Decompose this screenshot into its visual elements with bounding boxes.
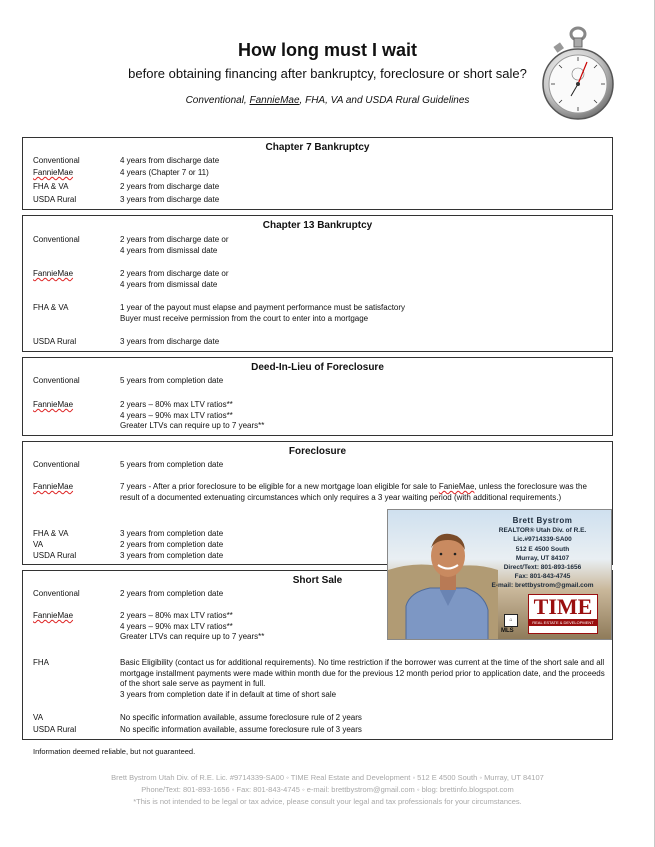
footer-legal-note: *This is not intended to be legal or tax advice, please consult your legal and tax professionals for your circumstances. xyxy=(133,797,522,806)
card-line: Fax: 801-843-4745 xyxy=(514,573,571,580)
guidelines-pre: Conventional, xyxy=(185,95,250,106)
section-title: Short Sale xyxy=(292,575,343,586)
disclaimer-text: Information deemed reliable, but not guaranteed. xyxy=(33,747,196,756)
section-title: Foreclosure xyxy=(288,446,347,457)
card-line: 512 E 4500 South xyxy=(515,546,570,553)
page-title: How long must I wait xyxy=(238,40,417,60)
footer-contact: Phone/Text: 801-893-1656 ◦ Fax: 801-843-4745 ◦ e-mail: brettbystrom@gmail.com ◦ blog: brettinfo.blogspot.com xyxy=(141,785,514,794)
foreclosure-section: Foreclosure Conventional 5 years from completion date FannieMae 7 years - After a prior foreclosure to be eligible for a new mortgage loan eligible for sale to FanieMae, unless the foreclosure was the result of a documented extenuating circumstances which only requires a 3 year waiting period (with additional requirements.) FHA & VA 3 years from completion date VA 2 years from completion date USDA Rural 3 years from completion date xyxy=(22,441,613,565)
card-line: E-mail: brettbystrom@gmail.com xyxy=(491,582,594,589)
card-name: Brett Bystrom xyxy=(512,516,573,525)
chapter13-section: Chapter 13 Bankruptcy Conventional 2 years from discharge date or 4 years from dismissal date FannieMae 2 years from discharge date or 4 years from dismissal date FHA & VA 1 year of the payout must elapse and payment performance must be satisfactory Buyer must receive permission from the court to enter into a mortgage USDA Rural 3 years from discharge date xyxy=(22,215,613,352)
section-title: Chapter 13 Bankruptcy xyxy=(262,220,373,231)
card-line: Lic.#9714339-SA00 xyxy=(513,536,572,543)
card-line: Direct/Text: 801-893-1656 xyxy=(503,564,582,571)
mls-logo: MLS xyxy=(501,628,514,634)
short-sale-section: Short Sale Conventional 2 years from completion date FannieMae 2 years – 80% max LTV ratios** 4 years – 90% max LTV ratios** Greater LTVs can require up to 7 years** FHA Basic Eligibility (contact us for additional requirements). No time restriction if the borrower was current at the time of the short sale and all mortgage installment payments were made within month due for the previous 12 month period prior to application date, and the proceeds of the short sale serve as payment in full. 3 years from completion date if in default at time of short sale VA No specific information available, assume foreclosure rule of 2 years USDA Rural No specific information available, assume foreclosure rule of 3 years xyxy=(22,570,613,740)
guidelines-line xyxy=(0,95,655,106)
equal-housing-icon: ⌂ xyxy=(504,614,518,627)
deed-in-lieu-section: Deed-In-Lieu of Foreclosure Conventional 5 years from completion date FannieMae 2 years – 80% max LTV ratios** 4 years – 90% max LTV ratios** Greater LTVs can require up to 7 years** xyxy=(22,357,613,436)
section-title: Chapter 7 Bankruptcy xyxy=(265,142,370,153)
chapter7-section: Chapter 7 Bankruptcy Conventional 4 years from discharge date FannieMae 4 years (Chapter 7 or 11) FHA & VA 2 years from discharge date USDA Rural 3 years from discharge date xyxy=(22,137,613,210)
realtor-business-card xyxy=(387,509,612,640)
guidelines-post: , FHA, VA and USDA Rural Guidelines xyxy=(299,95,470,106)
logo-subtext: REAL ESTATE & DEVELOPMENT xyxy=(529,619,597,626)
footer-contact: Brett Bystrom Utah Div. of R.E. Lic. #9714339-SA00 ◦ TIME Real Estate and Development ◦ 512 E 4500 South ◦ Murray, UT 84107 xyxy=(111,773,544,782)
card-line: Murray, UT 84107 xyxy=(515,555,570,562)
logo-text: TIME xyxy=(533,594,593,619)
card-line: REALTOR® Utah Div. of R.E. xyxy=(498,527,587,534)
time-real-estate-logo xyxy=(528,594,598,634)
page-subtitle: before obtaining financing after bankruptcy, foreclosure or short sale? xyxy=(128,66,527,81)
guidelines-fanniemae: FannieMae xyxy=(249,95,300,106)
section-title: Deed-In-Lieu of Foreclosure xyxy=(251,362,384,373)
